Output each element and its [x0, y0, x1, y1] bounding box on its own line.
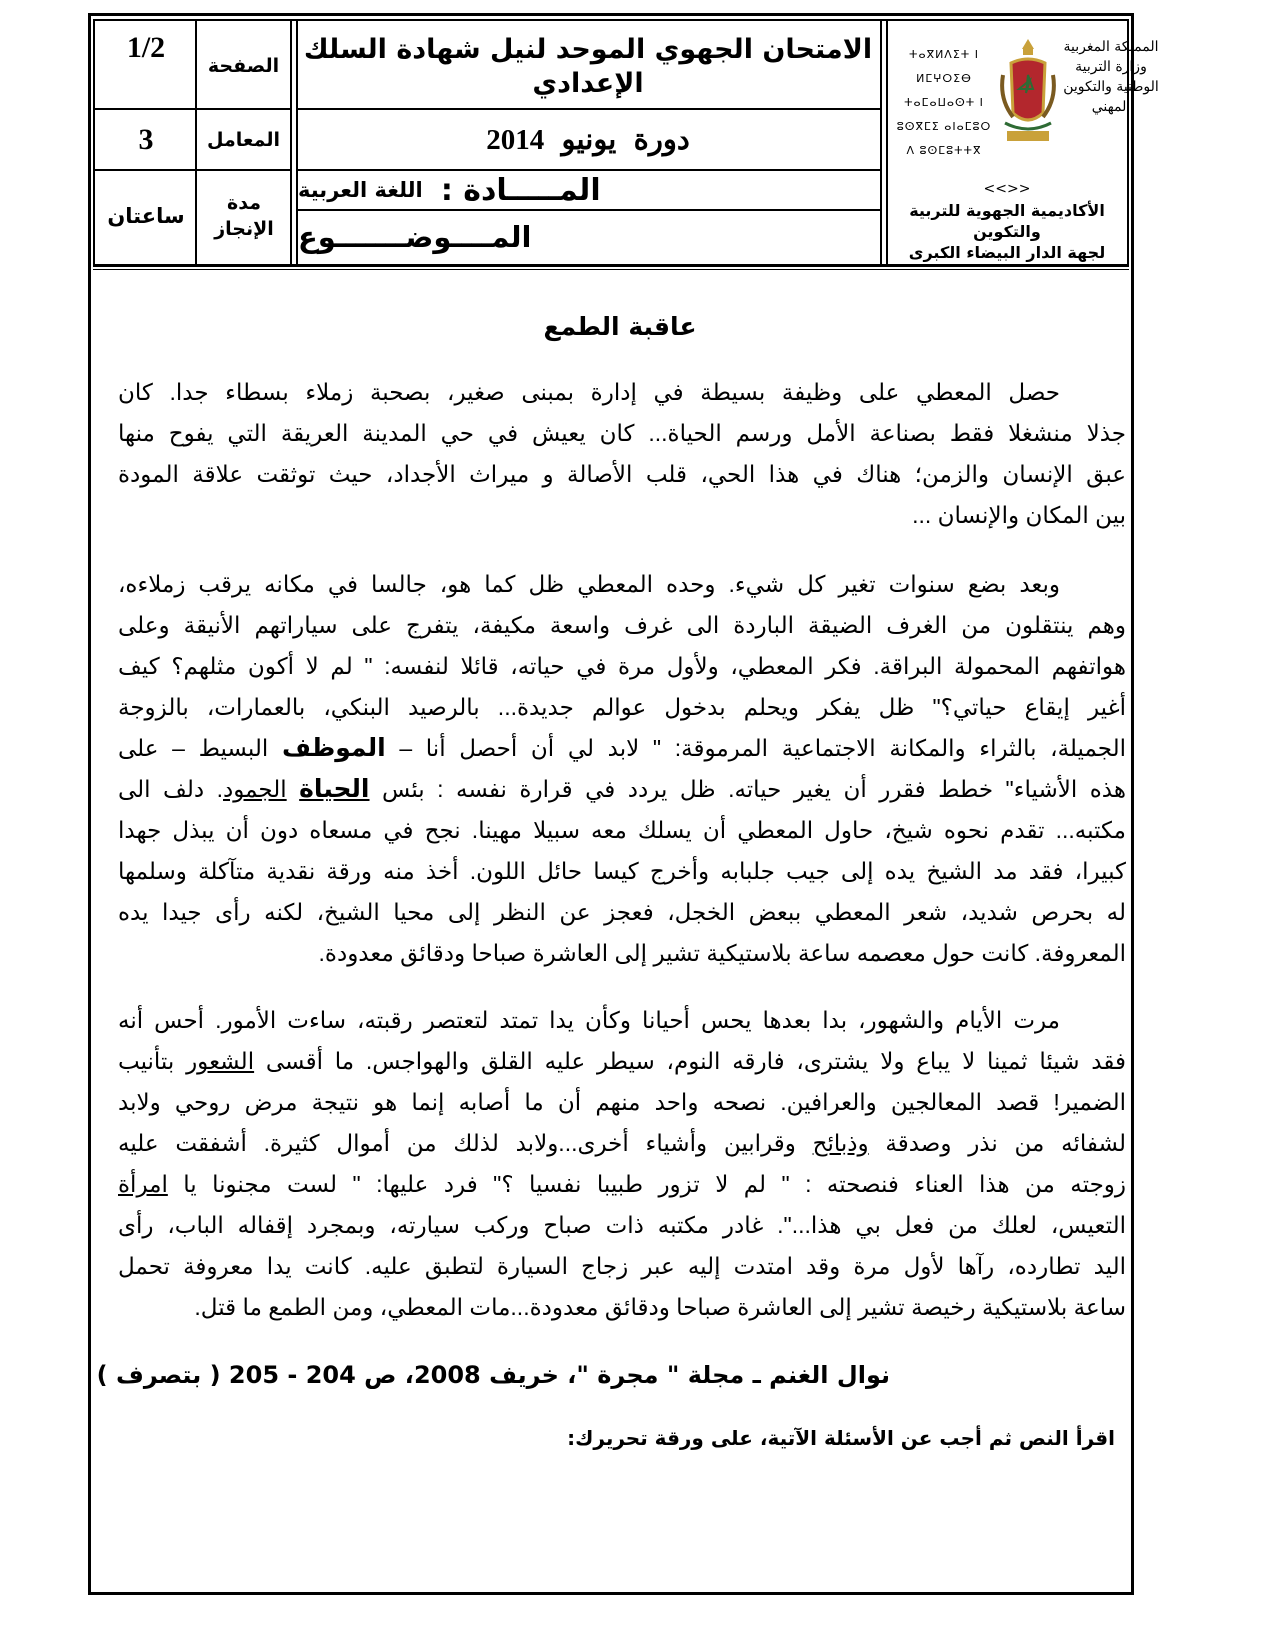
text-line: فقد شيئا ثمينا لا يباع ولا يشترى، فارقه النوم، سيطر عليه القلق والهواجس. ما أقسى الشعور بتأنيب: [118, 1048, 1127, 1074]
exam-title: الامتحان الجهوي الموحد لنيل شهادة السلك الإعدادي: [303, 33, 873, 99]
text-line: حصل المعطي على وظيفة بسيطة في إدارة بمبنى صغير، بصحبة زملاء بسطاء جدا. كان: [118, 379, 1060, 405]
ministry-name-tifinagh: ⵜⴰⴳⵍⴷⵉⵜ ⵏ ⵍⵎⵖⵔⵉⴱ ⵜⴰⵎⴰⵡⴰⵙⵜ ⵏ ⵓⵙⴳⵎⵉ ⴰⵏⴰⵎⵓⵔ ⴷ ⵓⵙⵎⵓⵜⵜⴳ: [896, 48, 992, 157]
text-line: مكتبه... تقدم نحوه شيخ، حاول المعطي أن يسلك معه سبيلا مهينا. نجح في مسعاه دون أن يبذل جهدا: [118, 817, 1126, 843]
text-line: له بحرص شديد، شعر المعطي ببعض الخجل، فعجز عن النظر إلى محيا الشيخ، لكنه رأى جيدا يده: [118, 899, 1126, 925]
text-line: وبعد بضع سنوات تغير كل شيء. وحده المعطي ظل كما هو، جالسا في مكانه يرقب زملاءه،: [118, 571, 1060, 597]
paragraph-1: [118, 372, 1126, 536]
keyword-sacrifices: وذبائح: [812, 1130, 869, 1156]
academy-mark: <<>>: [983, 181, 1031, 197]
text-line: وهم ينتقلون من الغرف الضيقة الباردة الى غرف واسعة مكيفة، يتفرج على سياراتهم الأنيقة وعلى: [118, 612, 1127, 638]
academy-name: الأكاديمية الجهوية للتربية والتكوين: [909, 201, 1105, 241]
moroccan-emblem-icon: [997, 35, 1059, 153]
academy-region: لجهة الدار البيضاء الكبرى: [908, 243, 1106, 262]
keyword-life: الحياة: [299, 775, 370, 803]
text-line: كبيرا، فقد مد الشيخ يده إلى جيب جلبابه وأخرج كيسا حائل اللون. أخذ منه ورقة نقدية متآكلة وسلمها: [118, 858, 1126, 884]
text-line: الجميلة، بالثراء والمكانة الاجتماعية المرموقة: " لابد لي أن أحصل أنا – الموظف البسيط – على: [118, 734, 1127, 762]
text-line: بين المكان والإنسان ...: [912, 502, 1126, 528]
text-line: لشفائه من نذر وصدقة وذبائح وقرابين وأشياء أخرى...ولابد لذلك من أموال كثيرة. أشفقت عليه: [118, 1130, 1127, 1156]
duration-label: مدة الإنجاز: [214, 192, 274, 240]
text-line: الضمير! قصد المعالجين والعرافين. نصحه واحد منهم أن ما أصابه إنما هو نتيجة مرض روحي ولابد: [118, 1089, 1126, 1115]
paragraph-2: [118, 564, 1126, 974]
keyword-feeling: الشعور: [186, 1048, 255, 1074]
text-line: جذلا منشغلا فقط بصناعة الأمل ورسم الحياة... كان يعيش في حي المدينة العريقة التي يفوح منها: [118, 420, 1126, 446]
duration-value: ساعتان: [107, 204, 185, 228]
subject-row: [298, 171, 878, 209]
instruction: اقرأ النص ثم أجب عن الأسئلة الآتية، على ورقة تحريرك:: [567, 1426, 1115, 1450]
text-line: المعروفة. كانت حول معصمه ساعة بلاستيكية تشير إلى العاشرة صباحا ودقائق معدودة.: [318, 940, 1126, 966]
theme-label: المــــوضـــــــوع: [298, 220, 532, 254]
header-divider: [93, 266, 1129, 270]
text-line: ساعة بلاستيكية رخيصة تشير إلى العاشرة صباحا ودقائق معدودة...مات المعطي، ومن الطمع ما قتل.: [194, 1294, 1126, 1320]
text-line: التعيس، لعلك من فعل بي هذا...". غادر مكتبه ذات صباح وركب سيارته، وبمجرد إقفاله الباب، رأى: [118, 1212, 1126, 1238]
academy-block: [887, 181, 1127, 261]
page-number: 1/2: [126, 31, 166, 64]
coefficient-label: المعامل: [207, 128, 280, 151]
text-line: اليد تطارده، رآها لأول مرة وقد امتدت إليه عبر زجاج السيارة لتطبق عليه. كانت يدا معروفة تحمل: [118, 1253, 1126, 1279]
paragraph-3: [118, 1000, 1126, 1328]
keyword-stagnation: الجمود: [223, 776, 287, 802]
exam-session: دورة يونيو 2014: [486, 124, 690, 156]
page-label: الصفحة: [207, 54, 280, 77]
text-line: زوجته من هذا العناء فنصحته : " لم لا تزور طبيبا نفسيا ؟" فرد عليها: " لست مجنونا يا امرأة: [118, 1171, 1126, 1197]
coefficient-value: 3: [138, 122, 154, 156]
keyword-employee: الموظف: [281, 734, 386, 762]
text-source: نوال الغنم ـ مجلة " مجرة "، خريف 2008، ص 204 - 205 ( بتصرف ): [96, 1361, 890, 1389]
text-line: مرت الأيام والشهور، بدا بعدها يحس أحيانا وكأن يدا تمتد لتعتصر رقبته، ساءت الأمور. أحس أنه: [118, 1007, 1060, 1033]
text-line: هواتفهم المحمولة البراقة. فكر المعطي، ولأول مرة في حياته، قائلا لنفسه: " لم لا أكون مثلهم؟ كيف: [118, 653, 1126, 679]
subject-value: اللغة العربية: [298, 178, 423, 202]
exam-header-table: [93, 19, 1159, 266]
text-line: هذه الأشياء" خطط فقرر أن يغير حياته. ظل يردد في قرارة نفسه : بئس الحياة الجمود. دلف الى: [118, 775, 1126, 803]
ministry-logo-block: [887, 21, 1169, 171]
ministry-name-arabic: المملكة المغربية وزارة التربية الوطنية والتكوين المهني: [1063, 39, 1159, 115]
keyword-woman: امرأة: [118, 1171, 168, 1197]
text-title: عاقبة الطمع: [543, 312, 697, 341]
text-line: أغير إيقاع حياتي؟" ظل يفكر ويحلم بدخول عوالم جديدة... بالرصيد البنكي، بالعمارات، بالزوجة: [118, 694, 1126, 720]
subject-label: المـــــادة :: [440, 172, 601, 208]
text-line: عبق الإنسان والزمن؛ هناك في هذا الحي، قلب الأصالة و ميراث الأجداد، حيث توثقت علاقة المودة: [118, 461, 1126, 487]
